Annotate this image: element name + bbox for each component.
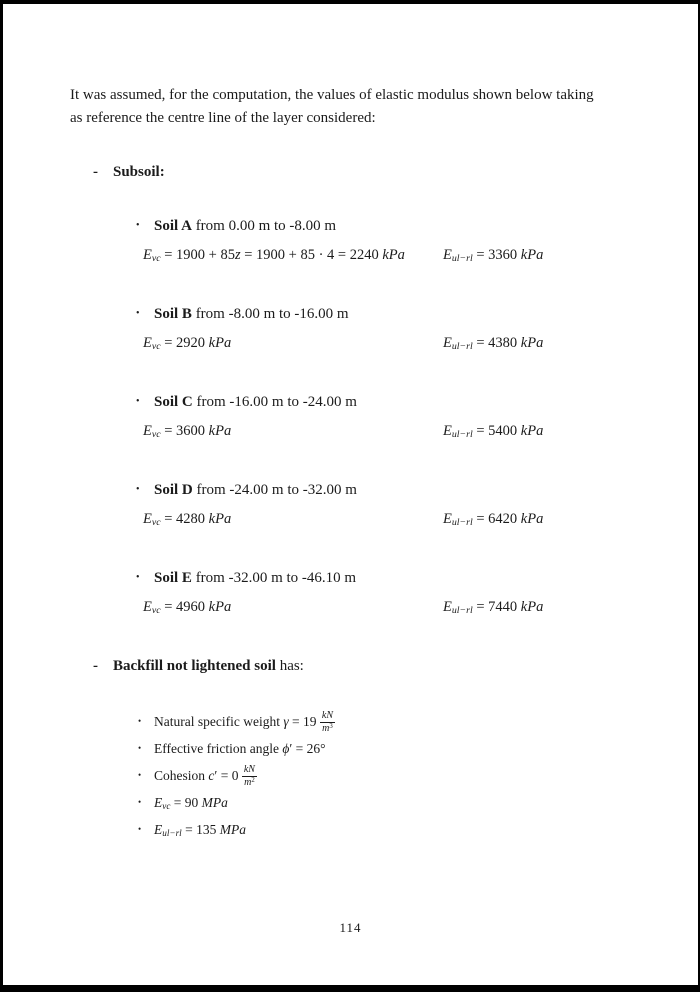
soil-c-name: Soil C (154, 394, 193, 410)
soil-b-name: Soil B (154, 306, 192, 322)
soil-section-c (136, 392, 698, 442)
page-number: 114 (339, 920, 362, 935)
backfill-item-text: $E_{ul-rl} = 135$ MPa (154, 822, 246, 838)
soil-e-name: Soil E (154, 570, 192, 586)
backfill-item-cohesion (138, 762, 698, 789)
soil-b-equations (143, 332, 698, 354)
backfill-heading-rest: has: (275, 658, 304, 674)
soil-c-evc-equation: $E_{vc} = 3600$ kPa (143, 423, 232, 440)
backfill-item-text: Cohesion c′ = 0 $\frac{kN}{m^2}$ (154, 764, 255, 789)
soil-a-heading (136, 216, 698, 236)
soil-d-name: Soil D (154, 482, 193, 498)
soil-section-b (136, 304, 698, 354)
backfill-item-text: Effective friction angle ϕ′ = 26° (154, 741, 326, 756)
backfill-item-eulrl (138, 816, 698, 843)
bullet-marker: • (136, 308, 140, 319)
soil-d-equations (143, 508, 698, 530)
bullet-marker: • (138, 797, 142, 807)
soil-c-heading (136, 392, 698, 412)
soil-c-range: from -16.00 m to -24.00 m (196, 394, 357, 410)
dash-marker: - (93, 658, 98, 674)
soil-a-evc-equation: $E_{vc} = 1900 + 85z = 1900 + 85 \cdot 4 = 2240$ kPa (143, 247, 405, 264)
soil-e-eulrl-equation: $E_{ul-rl} = 7440$ kPa (443, 599, 544, 616)
subsoil-heading-label: Subsoil: (113, 164, 165, 180)
soil-c-equations (143, 420, 698, 442)
intro-line-1: It was assumed, for the computation, the values of elastic modulus shown below taking (70, 87, 594, 103)
backfill-item-text: Natural specific weight γ = 19 $\frac{kN}{m^3}$ (154, 710, 334, 735)
soil-b-eulrl-equation: $E_{ul-rl} = 4380$ kPa (443, 335, 544, 352)
soil-section-d (136, 480, 698, 530)
soil-b-evc-equation: $E_{vc} = 2920$ kPa (143, 335, 232, 352)
soil-b-range: from -8.00 m to -16.00 m (195, 306, 349, 322)
backfill-heading-bold: Backfill not lightened soil (113, 658, 276, 674)
soil-d-eulrl-equation: $E_{ul-rl} = 6420$ kPa (443, 511, 544, 528)
bullet-marker: • (138, 824, 142, 834)
bullet-marker: • (138, 716, 142, 726)
bullet-marker: • (136, 484, 140, 495)
soil-section-a (136, 216, 698, 266)
soil-d-heading (136, 480, 698, 500)
soil-e-heading (136, 568, 698, 588)
bullet-marker: • (138, 770, 142, 780)
backfill-item-evc (138, 789, 698, 816)
soil-sections (3, 216, 698, 618)
backfill-heading (93, 656, 698, 676)
soil-a-eulrl-equation: $E_{ul-rl} = 3360$ kPa (443, 247, 544, 264)
soil-c-eulrl-equation: $E_{ul-rl} = 5400$ kPa (443, 423, 544, 440)
intro-line-2: as reference the centre line of the layer considered: (70, 110, 376, 126)
backfill-item-natural-weight (138, 708, 698, 735)
soil-a-range: from 0.00 m to -8.00 m (195, 218, 337, 234)
backfill-item-friction-angle (138, 735, 698, 762)
subsoil-heading (93, 162, 698, 182)
soil-d-range: from -24.00 m to -32.00 m (196, 482, 357, 498)
bullet-marker: • (138, 743, 142, 753)
soil-b-heading (136, 304, 698, 324)
intro-paragraph (70, 84, 638, 130)
bullet-marker: • (136, 572, 140, 583)
bullet-marker: • (136, 396, 140, 407)
soil-a-name: Soil A (154, 218, 192, 234)
bullet-marker: • (136, 220, 140, 231)
soil-e-evc-equation: $E_{vc} = 4960$ kPa (143, 599, 232, 616)
dash-marker: - (93, 164, 98, 180)
soil-e-range: from -32.00 m to -46.10 m (195, 570, 357, 586)
soil-section-e (136, 568, 698, 618)
backfill-properties-list (138, 708, 698, 843)
soil-d-evc-equation: $E_{vc} = 4280$ kPa (143, 511, 232, 528)
soil-a-equations (143, 244, 698, 266)
backfill-item-text: $E_{vc} = 90$ MPa (154, 795, 228, 811)
soil-e-equations (143, 596, 698, 618)
